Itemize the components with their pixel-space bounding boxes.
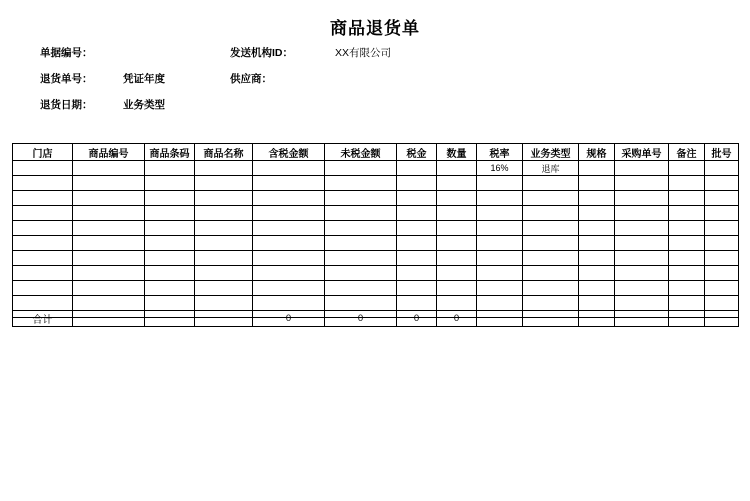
cell-remark[interactable]	[669, 161, 705, 176]
col-header-business-type: 业务类型	[523, 144, 579, 161]
cell-tax[interactable]	[397, 251, 437, 266]
cell-barcode[interactable]	[145, 251, 195, 266]
cell-barcode[interactable]	[145, 221, 195, 236]
cell-tax-rate[interactable]	[477, 251, 523, 266]
cell-business-type[interactable]	[523, 221, 579, 236]
field-value-voucher-year: 凭证年度	[123, 73, 165, 85]
header-form	[40, 45, 710, 123]
cell-product-code[interactable]	[73, 161, 145, 176]
cell-business-type[interactable]: 退库	[523, 161, 579, 176]
field-label-return-order-number: 退货单号：	[40, 73, 93, 85]
cell-product-name[interactable]	[195, 206, 253, 221]
cell-business-type[interactable]	[523, 266, 579, 281]
cell-amount-with-tax[interactable]	[253, 161, 325, 176]
cell-barcode[interactable]	[145, 176, 195, 191]
cell-amount-with-tax[interactable]	[253, 296, 325, 311]
field-label-supplier: 供应商：	[230, 73, 272, 85]
cell-product-name[interactable]	[195, 221, 253, 236]
total-label: 合计	[13, 311, 73, 327]
cell-amount-with-tax[interactable]	[253, 221, 325, 236]
cell-amount-with-tax[interactable]	[253, 191, 325, 206]
cell-purchase-order-number[interactable]	[615, 161, 669, 176]
cell-product-code[interactable]	[73, 236, 145, 251]
cell-tax[interactable]	[397, 161, 437, 176]
cell-quantity[interactable]	[437, 176, 477, 191]
cell-spec[interactable]	[579, 236, 615, 251]
cell-tax[interactable]	[397, 266, 437, 281]
table-row[interactable]	[13, 251, 739, 266]
table-row[interactable]	[13, 296, 739, 311]
cell-tax-rate[interactable]	[477, 281, 523, 296]
cell-remark[interactable]	[669, 191, 705, 206]
cell-amount-without-tax[interactable]	[325, 281, 397, 296]
table-body	[13, 161, 739, 327]
cell-store[interactable]	[13, 176, 73, 191]
cell-business-type[interactable]	[523, 251, 579, 266]
total-amount-without-tax: 0	[325, 311, 397, 327]
cell-product-name[interactable]	[195, 176, 253, 191]
cell-barcode[interactable]	[145, 296, 195, 311]
cell-purchase-order-number[interactable]	[615, 251, 669, 266]
cell-tax[interactable]	[397, 206, 437, 221]
total-spec	[579, 311, 615, 327]
cell-batch-number[interactable]	[705, 221, 739, 236]
cell-amount-without-tax[interactable]	[325, 296, 397, 311]
cell-amount-without-tax[interactable]	[325, 236, 397, 251]
cell-spec[interactable]	[579, 281, 615, 296]
cell-remark[interactable]	[669, 281, 705, 296]
col-header-store: 门店	[13, 144, 73, 161]
cell-amount-without-tax[interactable]	[325, 176, 397, 191]
total-remark	[669, 311, 705, 327]
table-total-row	[13, 311, 739, 327]
cell-quantity[interactable]	[437, 266, 477, 281]
cell-barcode[interactable]	[145, 236, 195, 251]
cell-amount-with-tax[interactable]	[253, 236, 325, 251]
cell-remark[interactable]	[669, 236, 705, 251]
cell-purchase-order-number[interactable]	[615, 281, 669, 296]
cell-tax-rate[interactable]	[477, 236, 523, 251]
table-row[interactable]	[13, 236, 739, 251]
table-row[interactable]	[13, 281, 739, 296]
field-label-return-date: 退货日期：	[40, 99, 93, 111]
col-header-barcode: 商品条码	[145, 144, 195, 161]
cell-tax[interactable]	[397, 176, 437, 191]
col-header-purchase-order-number: 采购单号	[615, 144, 669, 161]
cell-batch-number[interactable]	[705, 191, 739, 206]
cell-spec[interactable]	[579, 296, 615, 311]
cell-tax-rate[interactable]	[477, 206, 523, 221]
cell-tax-rate[interactable]: 16%	[477, 161, 523, 176]
cell-barcode[interactable]	[145, 206, 195, 221]
cell-store[interactable]	[13, 161, 73, 176]
col-header-remark: 备注	[669, 144, 705, 161]
cell-tax[interactable]	[397, 191, 437, 206]
cell-spec[interactable]	[579, 251, 615, 266]
cell-quantity[interactable]	[437, 296, 477, 311]
cell-batch-number[interactable]	[705, 281, 739, 296]
col-header-quantity: 数量	[437, 144, 477, 161]
total-product-code	[73, 311, 145, 327]
col-header-product-code: 商品编号	[73, 144, 145, 161]
cell-quantity[interactable]	[437, 281, 477, 296]
cell-batch-number[interactable]	[705, 176, 739, 191]
cell-amount-without-tax[interactable]	[325, 251, 397, 266]
cell-purchase-order-number[interactable]	[615, 191, 669, 206]
col-header-amount-with-tax: 含税金额	[253, 144, 325, 161]
cell-remark[interactable]	[669, 206, 705, 221]
cell-tax[interactable]	[397, 236, 437, 251]
cell-batch-number[interactable]	[705, 251, 739, 266]
cell-amount-without-tax[interactable]	[325, 191, 397, 206]
col-header-amount-without-tax: 未税金额	[325, 144, 397, 161]
cell-product-name[interactable]	[195, 296, 253, 311]
cell-purchase-order-number[interactable]	[615, 221, 669, 236]
cell-store[interactable]	[13, 251, 73, 266]
total-barcode	[145, 311, 195, 327]
cell-barcode[interactable]	[145, 191, 195, 206]
table-row[interactable]	[13, 161, 739, 176]
cell-store[interactable]	[13, 221, 73, 236]
cell-amount-with-tax[interactable]	[253, 266, 325, 281]
table-row[interactable]	[13, 191, 739, 206]
field-value-sender-org-id: XX有限公司	[335, 47, 392, 59]
cell-tax-rate[interactable]	[477, 191, 523, 206]
cell-batch-number[interactable]	[705, 206, 739, 221]
cell-amount-with-tax[interactable]	[253, 281, 325, 296]
total-business-type	[523, 311, 579, 327]
cell-remark[interactable]	[669, 296, 705, 311]
cell-product-code[interactable]	[73, 176, 145, 191]
col-header-spec: 规格	[579, 144, 615, 161]
cell-remark[interactable]	[669, 266, 705, 281]
cell-batch-number[interactable]	[705, 266, 739, 281]
cell-quantity[interactable]	[437, 161, 477, 176]
cell-amount-with-tax[interactable]	[253, 251, 325, 266]
cell-barcode[interactable]	[145, 266, 195, 281]
table-row[interactable]	[13, 176, 739, 191]
cell-barcode[interactable]	[145, 281, 195, 296]
cell-product-name[interactable]	[195, 236, 253, 251]
cell-tax[interactable]	[397, 221, 437, 236]
bottom-divider	[12, 317, 738, 318]
cell-batch-number[interactable]	[705, 161, 739, 176]
cell-spec[interactable]	[579, 266, 615, 281]
cell-product-name[interactable]	[195, 281, 253, 296]
cell-product-code[interactable]	[73, 296, 145, 311]
cell-purchase-order-number[interactable]	[615, 176, 669, 191]
col-header-product-name: 商品名称	[195, 144, 253, 161]
cell-store[interactable]	[13, 296, 73, 311]
cell-store[interactable]	[13, 191, 73, 206]
cell-product-name[interactable]	[195, 161, 253, 176]
cell-product-name[interactable]	[195, 191, 253, 206]
cell-amount-without-tax[interactable]	[325, 266, 397, 281]
cell-tax[interactable]	[397, 296, 437, 311]
total-purchase-order-number	[615, 311, 669, 327]
total-quantity: 0	[437, 311, 477, 327]
cell-purchase-order-number[interactable]	[615, 296, 669, 311]
cell-product-code[interactable]	[73, 251, 145, 266]
cell-product-code[interactable]	[73, 221, 145, 236]
cell-tax-rate[interactable]	[477, 296, 523, 311]
cell-tax-rate[interactable]	[477, 176, 523, 191]
cell-product-name[interactable]	[195, 266, 253, 281]
cell-barcode[interactable]	[145, 161, 195, 176]
cell-product-name[interactable]	[195, 251, 253, 266]
cell-tax-rate[interactable]	[477, 221, 523, 236]
cell-spec[interactable]	[579, 191, 615, 206]
cell-business-type[interactable]	[523, 296, 579, 311]
col-header-tax-rate: 税率	[477, 144, 523, 161]
cell-business-type[interactable]	[523, 176, 579, 191]
field-value-business-type: 业务类型	[123, 99, 165, 111]
cell-quantity[interactable]	[437, 251, 477, 266]
form-row-1	[40, 45, 710, 71]
table-row[interactable]	[13, 221, 739, 236]
cell-product-code[interactable]	[73, 206, 145, 221]
cell-tax-rate[interactable]	[477, 266, 523, 281]
col-header-batch-number: 批号	[705, 144, 739, 161]
cell-tax[interactable]	[397, 281, 437, 296]
cell-quantity[interactable]	[437, 221, 477, 236]
cell-business-type[interactable]	[523, 236, 579, 251]
cell-amount-without-tax[interactable]	[325, 221, 397, 236]
total-tax-rate	[477, 311, 523, 327]
cell-amount-with-tax[interactable]	[253, 176, 325, 191]
field-label-sender-org-id: 发送机构ID：	[230, 47, 293, 59]
cell-quantity[interactable]	[437, 206, 477, 221]
cell-amount-with-tax[interactable]	[253, 206, 325, 221]
cell-batch-number[interactable]	[705, 296, 739, 311]
table-header-row	[13, 144, 739, 161]
cell-product-code[interactable]	[73, 191, 145, 206]
cell-amount-without-tax[interactable]	[325, 206, 397, 221]
cell-batch-number[interactable]	[705, 236, 739, 251]
col-header-tax: 税金	[397, 144, 437, 161]
cell-remark[interactable]	[669, 251, 705, 266]
total-amount-with-tax: 0	[253, 311, 325, 327]
items-table	[12, 143, 739, 327]
cell-purchase-order-number[interactable]	[615, 206, 669, 221]
cell-quantity[interactable]	[437, 191, 477, 206]
cell-purchase-order-number[interactable]	[615, 266, 669, 281]
form-row-3	[40, 97, 710, 123]
table-row[interactable]	[13, 266, 739, 281]
cell-store[interactable]	[13, 281, 73, 296]
table-row[interactable]	[13, 206, 739, 221]
cell-product-code[interactable]	[73, 281, 145, 296]
cell-business-type[interactable]	[523, 206, 579, 221]
cell-business-type[interactable]	[523, 191, 579, 206]
cell-remark[interactable]	[669, 221, 705, 236]
cell-spec[interactable]	[579, 161, 615, 176]
total-batch-number	[705, 311, 739, 327]
total-product-name	[195, 311, 253, 327]
cell-remark[interactable]	[669, 176, 705, 191]
cell-amount-without-tax[interactable]	[325, 161, 397, 176]
cell-store[interactable]	[13, 206, 73, 221]
cell-spec[interactable]	[579, 176, 615, 191]
cell-purchase-order-number[interactable]	[615, 236, 669, 251]
cell-product-code[interactable]	[73, 266, 145, 281]
cell-spec[interactable]	[579, 206, 615, 221]
cell-business-type[interactable]	[523, 281, 579, 296]
field-label-document-number: 单据编号：	[40, 47, 93, 59]
form-row-2	[40, 71, 710, 97]
cell-spec[interactable]	[579, 221, 615, 236]
cell-store[interactable]	[13, 266, 73, 281]
cell-quantity[interactable]	[437, 236, 477, 251]
cell-store[interactable]	[13, 236, 73, 251]
page-title: 商品退货单	[330, 19, 420, 38]
total-tax: 0	[397, 311, 437, 327]
